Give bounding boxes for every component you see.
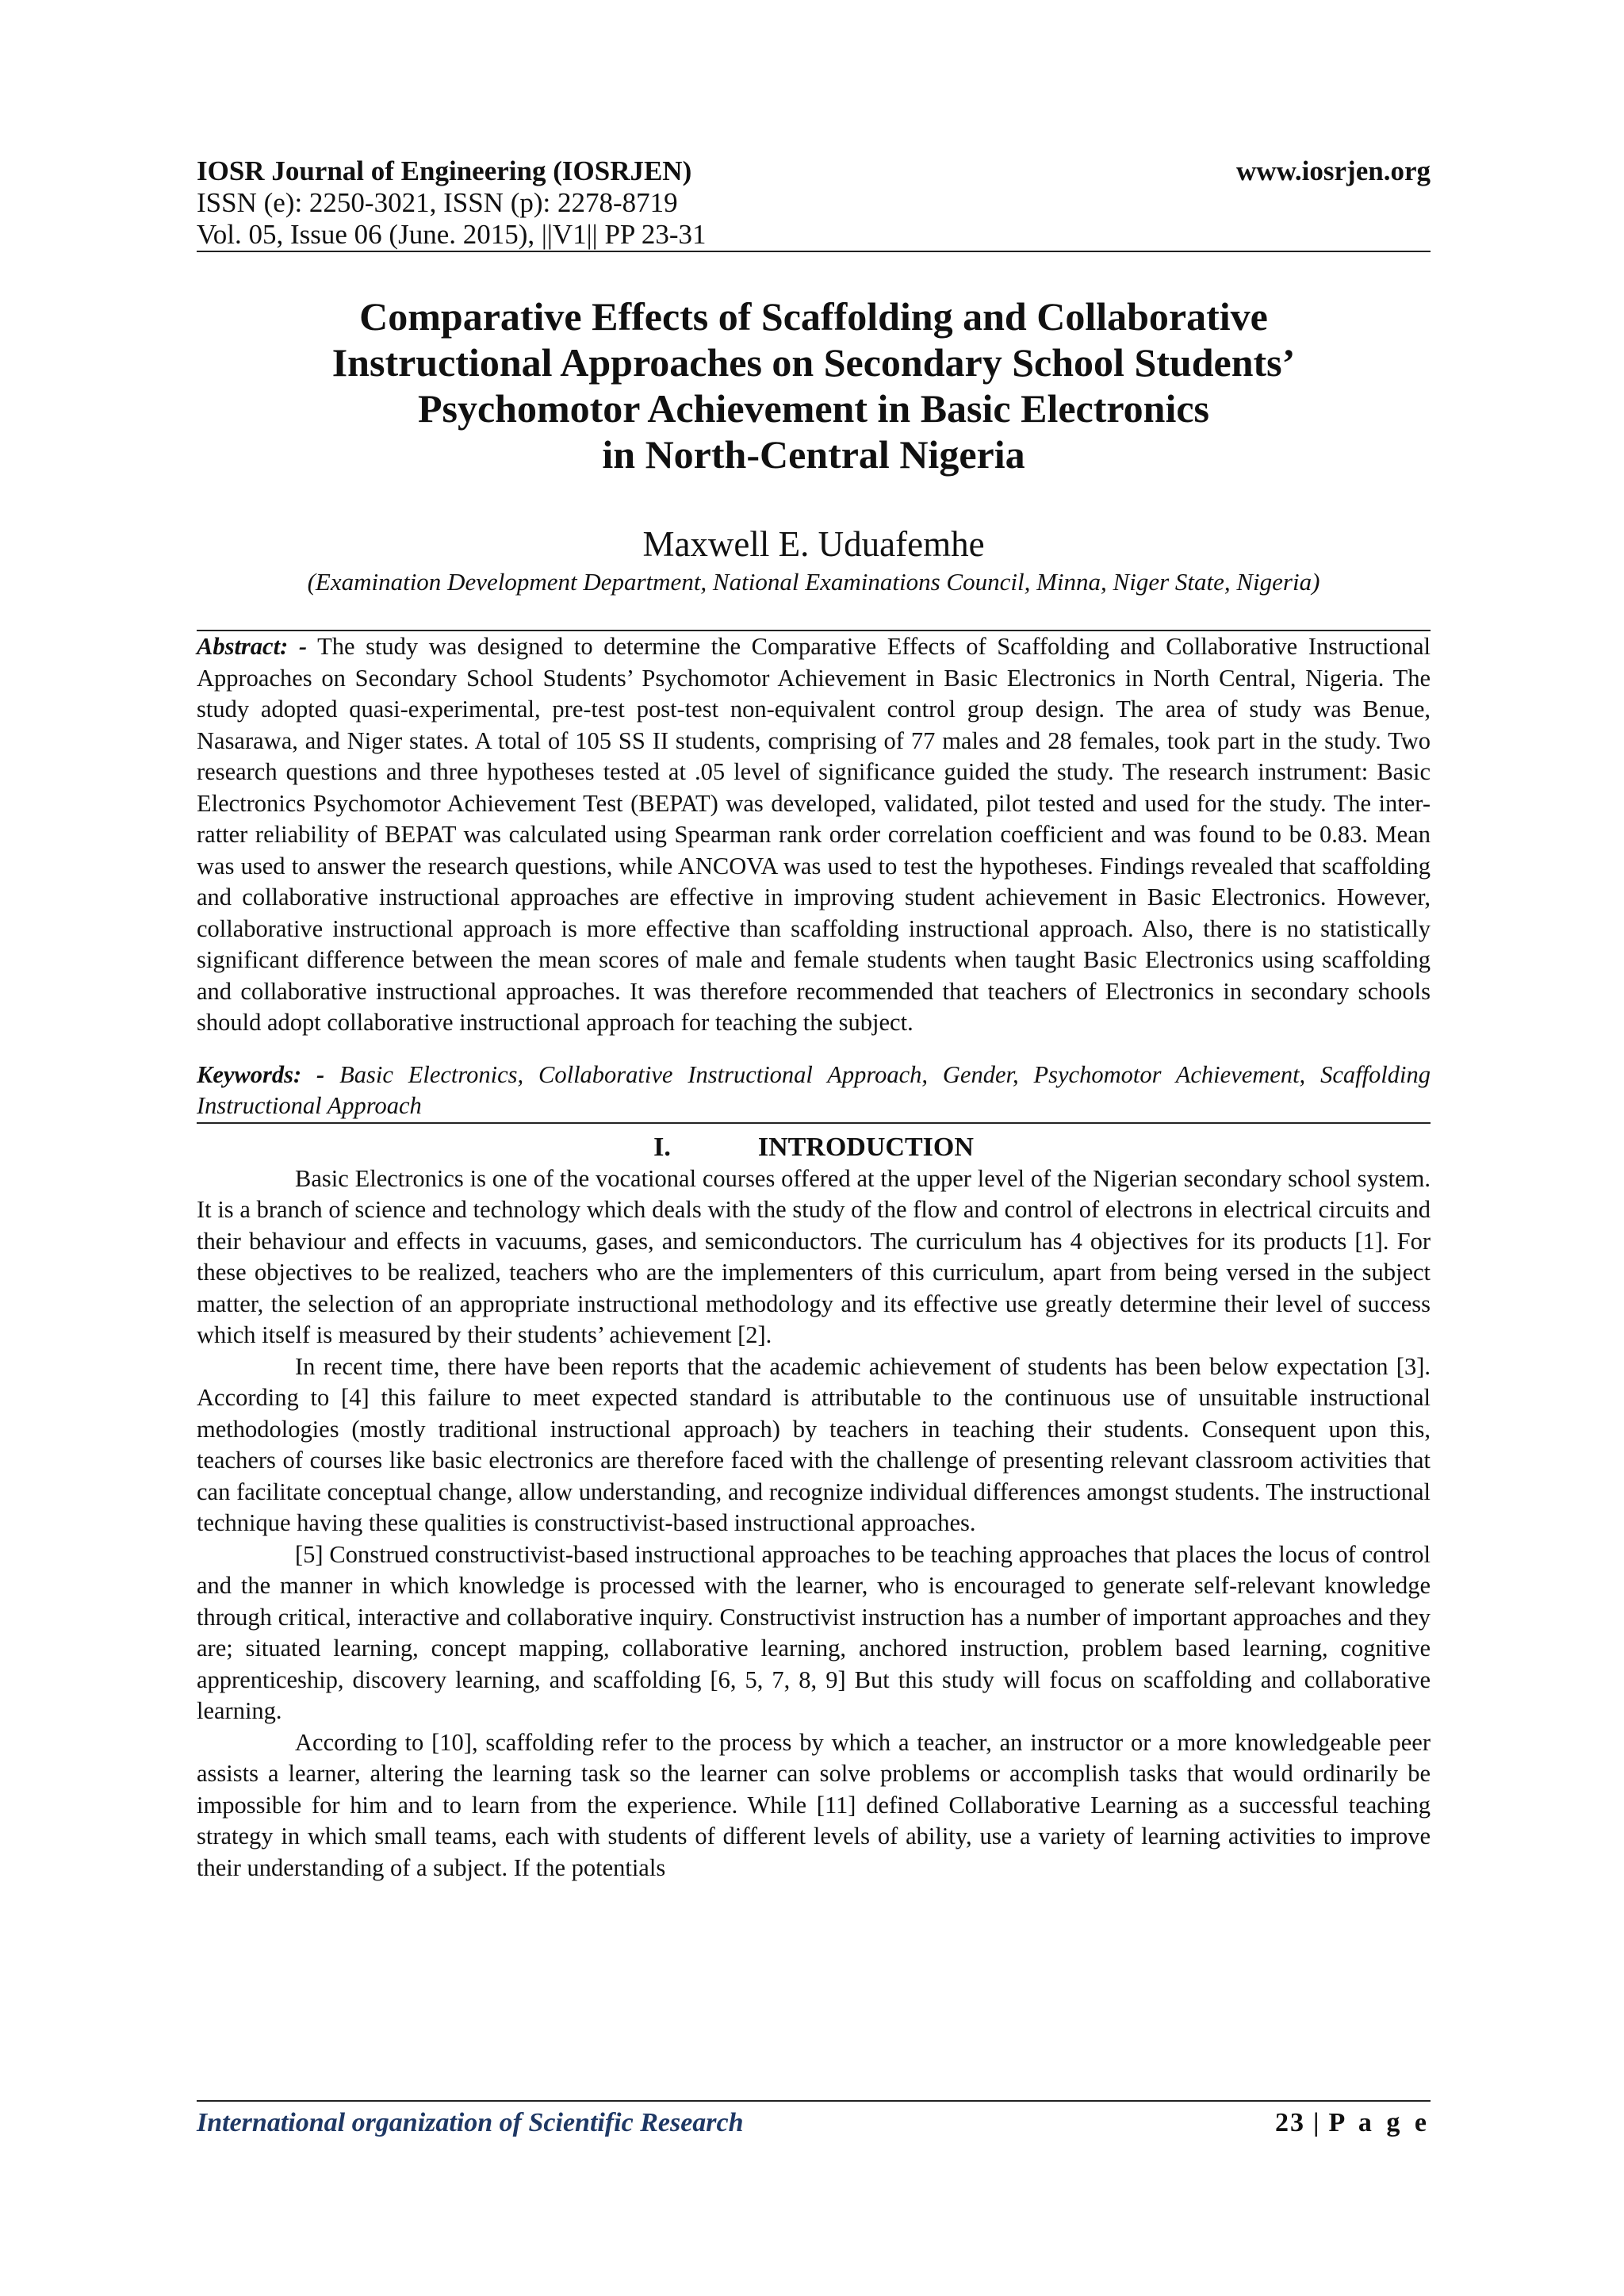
page-number-label	[1275, 2105, 1431, 2141]
journal-website[interactable]: www.iosrjen.org	[1236, 155, 1431, 186]
abstract-text: The study was designed to determine the Comparative Effects of Scaffolding and Collaborative Instructional Approaches on Secondary School Students’ Psychomotor Achievement in Basic Electronics in North Central, Nigeria. The study adopted quasi-experimental, pre-test post-test non-equivalent control group design. The area of study was Benue, Nasarawa, and Niger states. A total of 105 SS II students, comprising of 77 males and 28 females, took part in the study. Two research questions and three hypotheses tested at .05 level of significance guided the study. The research instrument: Basic Electronics Psychomotor Achievement Test (BEPAT) was developed, validated, pilot tested and used for the study. The inter-ratter reliability of BEPAT was calculated using Spearman rank order correlation coefficient and was found to be 0.83. Mean was used to answer the research questions, while ANCOVA was used to test the hypotheses. Findings revealed that scaffolding and collaborative instructional approaches are effective in improving student achievement in Basic Electronics. However, collaborative instructional approach is more effective than scaffolding instructional approach. Also, there is no statistically significant difference between the mean scores of male and female students when taught Basic Electronics using scaffolding and collaborative instructional approaches. It was therefore recommended that teachers of Electronics in secondary schools should adopt collaborative instructional approach for teaching the subject.	[197, 633, 1431, 1036]
title-line-3: Psychomotor Achievement in Basic Electronics	[417, 386, 1210, 431]
header-rule	[197, 251, 1431, 252]
section-title: INTRODUCTION	[757, 1132, 974, 1162]
author-name: Maxwell E. Uduafemhe	[642, 524, 985, 564]
section-number: I.	[653, 1132, 671, 1162]
intro-paragraph-4: According to [10], scaffolding refer to the process by which a teacher, an instructor or a more knowledgeable peer assists a learner, altering the learning task so the learner can solve problems or accomplish tasks that would ordinarily be impossible for him and to learn from the experience. While [11] defined Collaborative Learning as a successful teaching strategy in which small teams, each with students of different levels of ability, use a variety of learning activities to improve their understanding of a subject. If the potentials	[197, 1728, 1431, 1881]
abstract-label: Abstract: -	[197, 633, 307, 660]
intro-paragraph-3: [5] Construed constructivist-based instructional approaches to be teaching approaches that places the locus of control and the manner in which knowledge is processed with the learner, who is encouraged to generate self-relevant knowledge through critical, interactive and collaborative inquiry. Constructivist instruction has a number of important approaches and they are; situated learning, concept mapping, collaborative learning, anchored instruction, problem based learning, cognitive apprenticeship, discovery learning, and scaffolding [6, 5, 7, 8, 9] But this study will focus on scaffolding and collaborative learning.	[197, 1540, 1431, 1724]
page-word: P a g e	[1328, 2108, 1431, 2137]
author-affiliation: (Examination Development Department, National Examinations Council, Minna, Niger State, Nigeria)	[307, 568, 1320, 596]
keywords	[197, 1060, 1431, 1122]
paper-page	[197, 0, 1431, 2296]
keywords-label: Keywords: -	[197, 1060, 325, 1088]
journal-issn: ISSN (e): 2250-3021, ISSN (p): 2278-8719	[197, 187, 678, 218]
title-line-1: Comparative Effects of Scaffolding and Collaborative	[359, 294, 1268, 339]
journal-name: IOSR Journal of Engineering (IOSRJEN)	[197, 155, 692, 186]
body-content	[197, 630, 1431, 1884]
intro-paragraph-2: In recent time, there have been reports that the academic achievement of students has been below expectation [3]. According to [4] this failure to meet expected standard is attributable to the continuous use of unsuitable instructional methodologies (mostly traditional instructional approach) by teachers in teaching their students. Consequent upon this, teachers of courses like basic electronics are therefore faced with the challenge of presenting relevant classroom activities that can facilitate conceptual change, allow understanding, and recognize individual differences amongst students. The instructional technique having these qualities is constructivist-based instructional approaches.	[197, 1352, 1431, 1536]
paper-title	[197, 293, 1431, 477]
intro-paragraph-1: Basic Electronics is one of the vocational courses offered at the upper level of the Nigerian secondary school system. It is a branch of science and technology which deals with the study of the flow and control of electrons in electrical circuits and their behaviour and effects in vacuums, gases, and semiconductors. The curriculum has 4 objectives for its products [1]. For these objectives to be realized, teachers who are the implementers of this curriculum, apart from being versed in the subject matter, the selection of an appropriate instructional methodology and its effective use greatly determine their level of success which itself is measured by their students’ achievement [2].	[197, 1164, 1431, 1348]
footer-organization: International organization of Scientific Research	[197, 2108, 744, 2137]
journal-volume: Vol. 05, Issue 06 (June. 2015), ||V1|| PP 23-31	[197, 219, 707, 250]
journal-header	[197, 155, 1431, 252]
abstract	[197, 631, 1431, 1039]
page-number: 23	[1275, 2108, 1306, 2137]
page-separator: |	[1313, 2108, 1321, 2137]
title-line-4: in North-Central Nigeria	[602, 432, 1025, 477]
keywords-bottom-rule	[197, 1122, 1431, 1124]
keywords-text: Basic Electronics, Collaborative Instructional Approach, Gender, Psychomotor Achievement, Scaffolding Instructional Approach	[197, 1060, 1431, 1119]
page-footer	[197, 2100, 1431, 2141]
title-line-2: Instructional Approaches on Secondary School Students’	[331, 340, 1296, 385]
section-heading	[197, 1132, 1431, 1163]
